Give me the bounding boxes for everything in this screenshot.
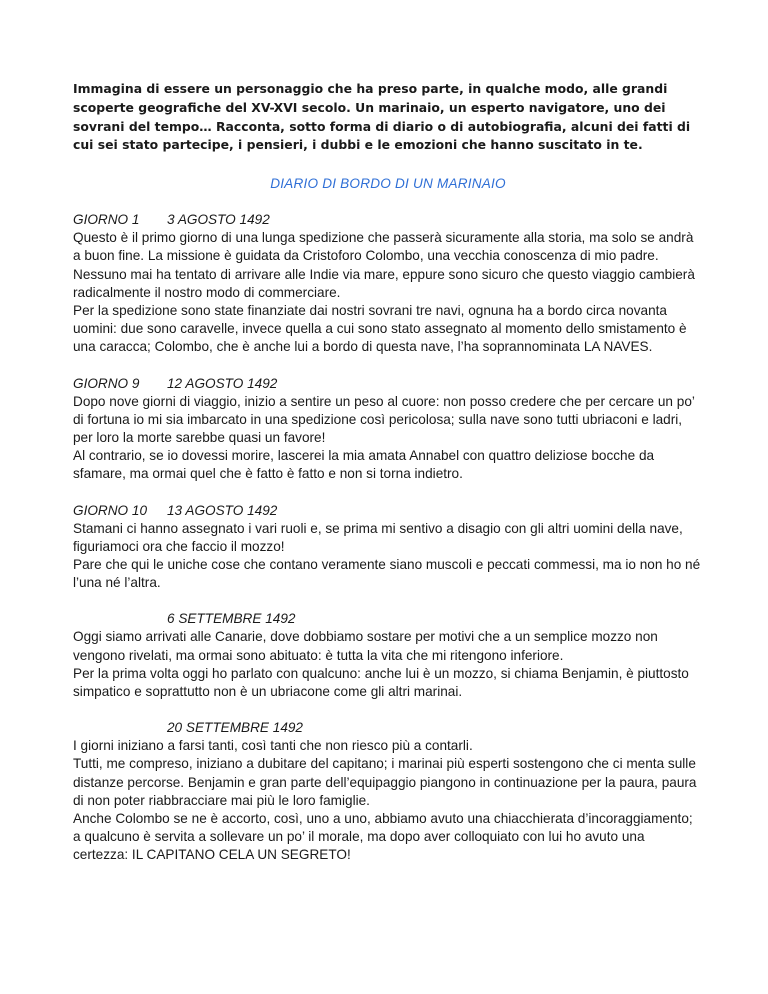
diary-title: DIARIO DI BORDO DI UN MARINAIO bbox=[270, 176, 506, 192]
entry-header bbox=[73, 719, 703, 737]
entry-date: 6 SETTEMBRE 1492 bbox=[167, 611, 296, 627]
entry-paragraph: Dopo nove giorni di viaggio, inizio a sentire un peso al cuore: non posso credere che per cercare un po’ di fortuna io mi sia imbarcato in una spedizione così pericolosa; sulla nave sono tutti ubriaconi e ladri, per loro la morte sarebbe quasi un favore! bbox=[73, 393, 695, 446]
entry-paragraph: Per la spedizione sono state finanziate dai nostri sovrani tre navi, ognuna ha a bordo circa novanta uomini: due sono caravelle, invece quella a cui sono stato assegnato al momento dello smistamento è una caracca; Colombo, che è anche lui a bordo di questa nave, l’ha soprannominata LA NAVES. bbox=[73, 303, 687, 355]
entry-header bbox=[73, 502, 703, 520]
entry-header bbox=[73, 610, 703, 628]
entry-header bbox=[73, 211, 703, 229]
diary-entry bbox=[73, 719, 703, 864]
entry-date: 12 AGOSTO 1492 bbox=[167, 375, 278, 391]
entry-date: 20 SETTEMBRE 1492 bbox=[167, 720, 303, 736]
entry-paragraph: Questo è il primo giorno di una lunga spedizione che passerà sicuramente alla storia, ma solo se andrà a buon fine. La missione è guidata da Cristoforo Colombo, una vecchia conoscenza di mio padre. Nessuno mai ha tentato di arrivare alle Indie via mare, eppure sono sicuro che questo viaggio cambierà radicalmente il nostro modo di commerciare. bbox=[73, 230, 695, 300]
entry-day: GIORNO 10 bbox=[73, 502, 148, 518]
diary-entry bbox=[73, 375, 703, 484]
diary-entry bbox=[73, 211, 703, 356]
diary-entry bbox=[73, 610, 703, 701]
entry-paragraph: Anche Colombo se ne è accorto, così, uno a uno, abbiamo avuto una chiacchierata d’incoraggiamento; a qualcuno è servita a sollevare un po’ il morale, ma dopo aver colloquiato con lui ho avuto una certezza: IL CAPITANO CELA UN SEGRETO! bbox=[73, 811, 693, 863]
diary-entry bbox=[73, 502, 703, 593]
entry-paragraph: I giorni iniziano a farsi tanti, così tanti che non riesco più a contarli. bbox=[73, 738, 473, 754]
entry-date: 13 AGOSTO 1492 bbox=[167, 502, 278, 518]
entry-paragraph: Pare che qui le uniche cose che contano veramente siano muscoli e peccati commessi, ma io non ho né l’una né l’altra. bbox=[73, 557, 701, 591]
entry-paragraph: Per la prima volta oggi ho parlato con qualcuno: anche lui è un mozzo, si chiama Benjamin, è piuttosto simpatico e soprattutto non è un ubriacone come gli altri marinai. bbox=[73, 665, 689, 700]
entry-paragraph: Stamani ci hanno assegnato i vari ruoli e, se prima mi sentivo a disagio con gli altri uomini della nave, figuriamoci ora che faccio il mozzo! bbox=[73, 520, 683, 554]
entry-header bbox=[73, 375, 703, 393]
entry-paragraph: Al contrario, se io dovessi morire, lascerei la mia amata Annabel con quattro deliziose bocche da sfamare, ma ormai quel che è fatto è fatto e non si torna indietro. bbox=[73, 448, 655, 482]
entry-date: 3 AGOSTO 1492 bbox=[167, 212, 270, 228]
document-page bbox=[73, 80, 703, 865]
entry-day: GIORNO 1 bbox=[73, 212, 140, 228]
entry-day: GIORNO 9 bbox=[73, 375, 140, 391]
assignment-prompt: Immagina di essere un personaggio che ha preso parte, in qualche modo, alle grandi scoperte geografiche del XV-XVI secolo. Un marinaio, un esperto navigatore, uno dei sovrani del tempo… Racconta, sotto forma di diario o di autobiografia, alcuni dei fatti di cui sei stato partecipe, i pensieri, i dubbi e le emozioni che hanno suscitato in te. bbox=[73, 81, 691, 153]
entry-paragraph: Oggi siamo arrivati alle Canarie, dove dobbiamo sostare per motivi che a un semplice mozzo non vengono rivelati, ma ormai sono abituato: è tutta la vita che mi ritengono inferiore. bbox=[73, 629, 658, 663]
entry-paragraph: Tutti, me compreso, iniziano a dubitare del capitano; i marinai più esperti sostengono che ci menta sulle distanze percorse. Benjamin e gran parte dell’equipaggio piangono in continuazione per la paura, paura di non poter riabbracciare mai più le loro famiglie. bbox=[73, 756, 697, 808]
